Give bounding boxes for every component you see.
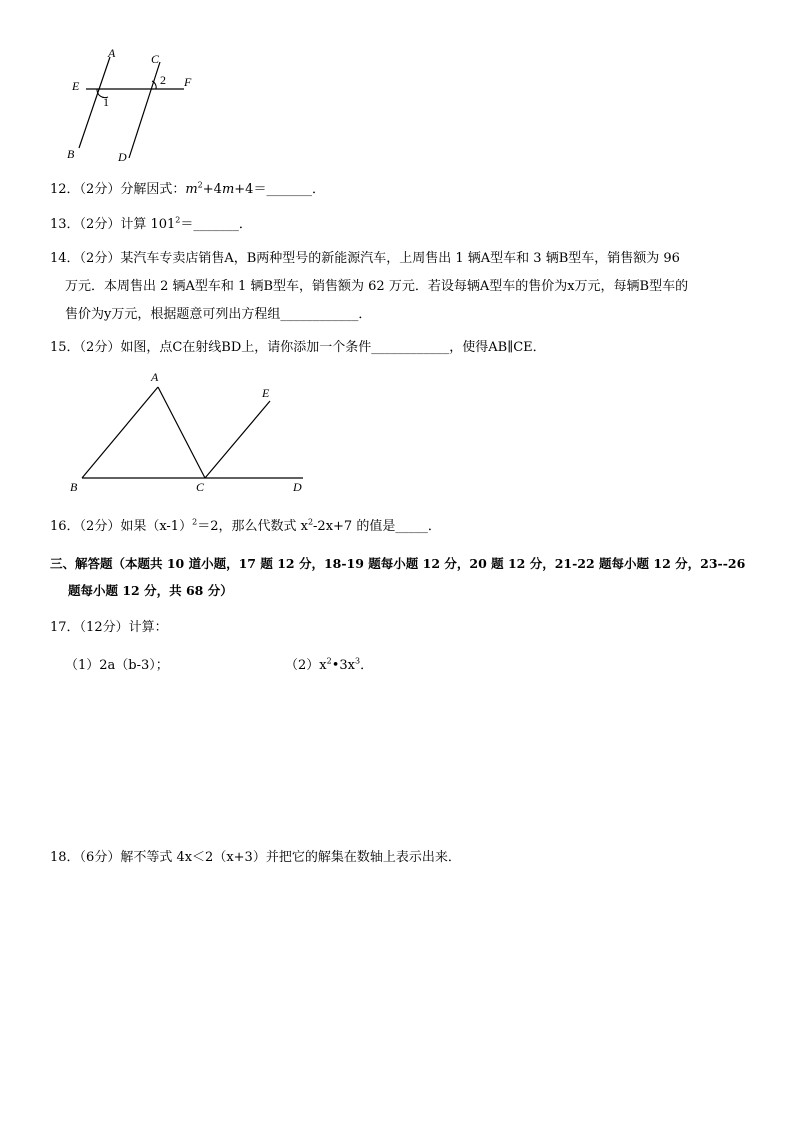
q16-text3: -2x+7 的值是 — [313, 519, 396, 534]
question-14-line3 — [65, 303, 371, 322]
q17-p2-exp2: 3 — [354, 656, 361, 666]
parallel-lines-figure — [60, 45, 210, 170]
segment-ab — [82, 387, 158, 478]
section-3-heading-line1: 三、解答题（本题共 10 道小题，17 题 12 分，18-19 题每小题 12 分，20 题 12 分，21-22 题每小题 12 分，23--26 — [50, 556, 746, 571]
question-15 — [50, 336, 546, 355]
triangle-ray-figure — [60, 365, 320, 500]
q16-period: ． — [427, 519, 441, 534]
q16-blank[interactable]: _____ — [395, 519, 428, 534]
q16-text2: ＝2，那么代数式 x — [197, 519, 308, 534]
label-E: E — [72, 79, 80, 93]
question-18: 18．（6分）解不等式 4x＜2（x+3）并把它的解集在数轴上表示出来． — [50, 850, 461, 865]
q13-text: 计算 101 — [120, 217, 176, 232]
label-C: C — [196, 480, 205, 494]
q17-p2-exp1: 2 — [326, 656, 332, 666]
question-12: 12．（2分）分解因式：$m^2+4m+4=\_\_\_\_\_\_\_$． — [50, 180, 325, 197]
q17-p2-mid: •3x — [331, 658, 355, 673]
question-17-part2 — [285, 654, 373, 673]
ray-ce — [205, 401, 270, 478]
question-17-title: 17．（12分）计算： — [50, 620, 168, 635]
angle-2-label: 2 — [160, 73, 166, 87]
label-F: F — [184, 75, 192, 89]
question-16 — [50, 515, 441, 534]
angle-1-label: 1 — [103, 95, 109, 109]
q16-exponent2: 2 — [307, 517, 314, 527]
segment-ac — [158, 387, 205, 478]
label-A: A — [151, 370, 159, 384]
question-13 — [50, 213, 252, 232]
q17-p2-end: ． — [360, 658, 374, 673]
question-17-part1: （1）2a（b-3）； — [65, 658, 169, 673]
q17-p2-text: （2）x — [285, 658, 327, 673]
q14-blank[interactable]: ____________ — [280, 307, 359, 322]
q12-equals: ＝ — [253, 182, 267, 197]
q15-text: 15．（2分）如图，点C在射线BD上，请你添加一个条件 — [50, 340, 372, 355]
q15-blank[interactable]: ____________ — [371, 340, 450, 355]
label-D: D — [118, 150, 127, 164]
section-3-heading-line2: 题每小题 12 分，共 68 分） — [68, 583, 233, 598]
q12-blank[interactable]: _______ — [266, 182, 312, 197]
label-A: A — [108, 46, 116, 60]
question-14-line2: 万元．本周售出 2 辆A型车和 1 辆B型车，销售额为 62 万元．若设每辆A型车的售价为x万元，每辆B型车的 — [65, 279, 689, 294]
q13-period: ． — [238, 217, 252, 232]
q14-line3-text: 售价为y万元，根据题意可列出方程组 — [65, 307, 281, 322]
label-D: D — [293, 480, 302, 494]
label-C: C — [151, 52, 160, 66]
q15-tail: ，使得AB∥CE． — [449, 340, 546, 355]
q12-number: 12．（2分） — [50, 182, 121, 197]
q13-blank[interactable]: _______ — [193, 217, 239, 232]
q16-text1: 16．（2分）如果（x-1） — [50, 519, 193, 534]
q14-period: ． — [358, 307, 372, 322]
question-14-line1: 14．（2分）某汽车专卖店销售A，B两种型号的新能源汽车，上周售出 1 辆A型车和 3 辆B型车，销售额为 96 — [50, 251, 680, 266]
line-cd — [129, 62, 160, 158]
q12-text: 分解因式： — [120, 182, 186, 197]
q16-exponent: 2 — [192, 517, 198, 527]
label-E: E — [262, 386, 270, 400]
q13-equals: ＝ — [180, 217, 194, 232]
label-B: B — [67, 147, 75, 161]
label-B: B — [70, 480, 78, 494]
q13-exponent: 2 — [175, 215, 181, 225]
q13-number: 13．（2分） — [50, 217, 121, 232]
q12-period: ． — [311, 182, 325, 197]
